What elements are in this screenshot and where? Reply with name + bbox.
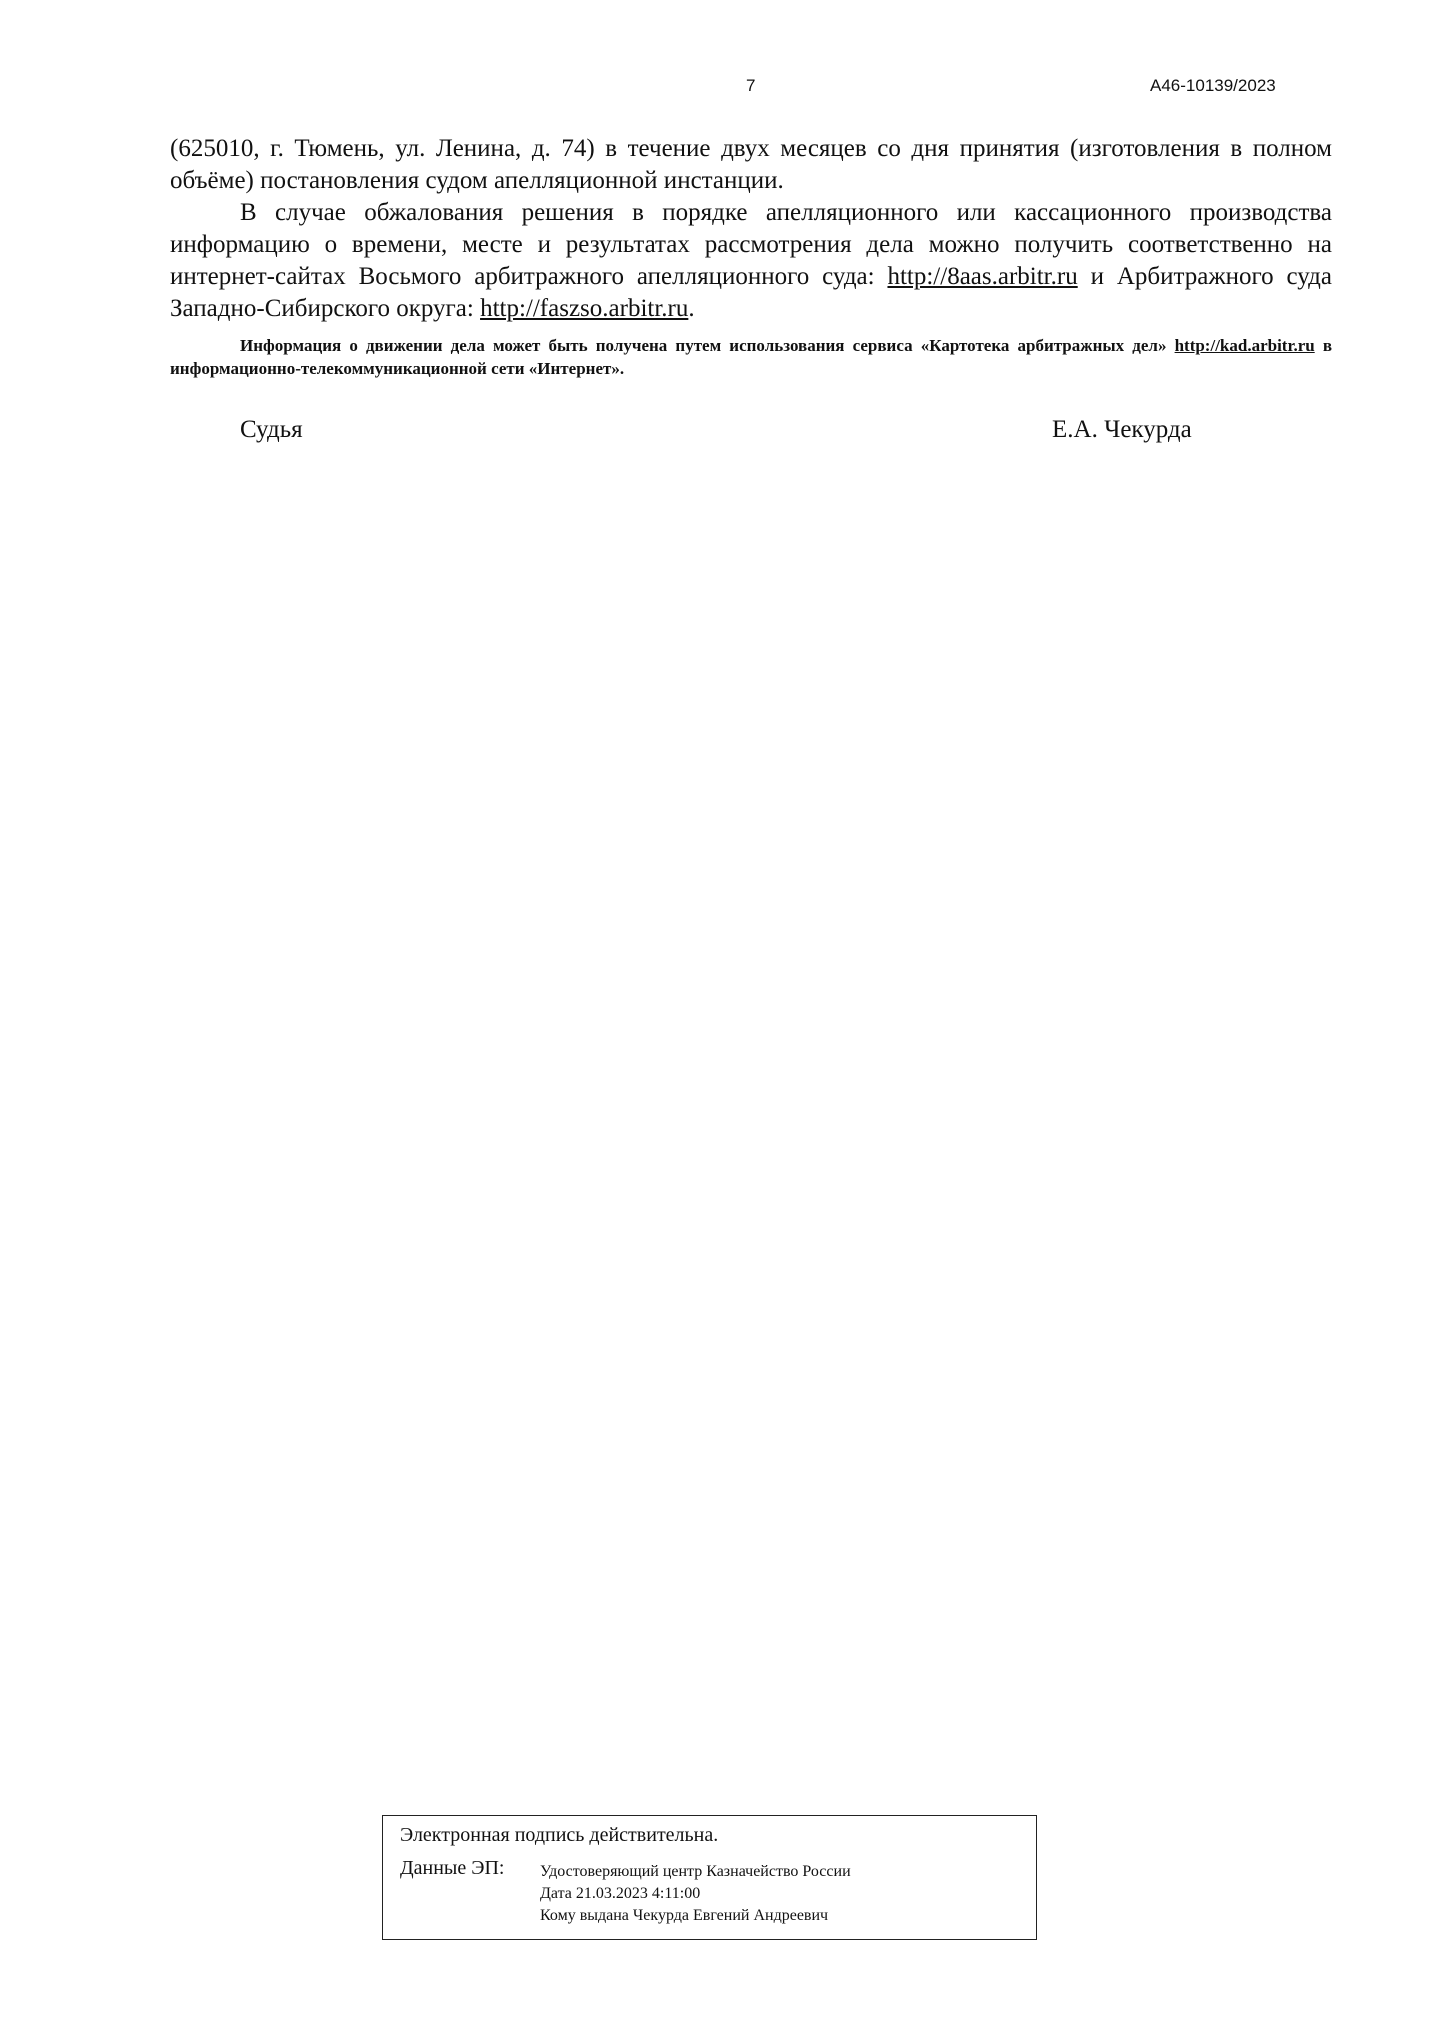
paragraph-appeal-info-end: . [688,295,695,322]
case-tracking-note-start: Информация о движении дела может быть получена путем использования сервиса «Картотека арбитражных дел» [240,336,1175,355]
case-number: А46-10139/2023 [1150,76,1276,95]
signature-issued-to: Кому выдана Чекурда Евгений Андреевич [540,1907,829,1924]
certificate-center: Удостоверяющий центр Казначейство России [540,1863,851,1880]
link-8aas[interactable]: http://8aas.arbitr.ru [887,263,1078,290]
signer-name: Е.А. Чекурда [1052,416,1192,443]
case-tracking-note [170,334,1332,380]
signature-valid-text: Электронная подпись действительна. [400,1824,719,1846]
signature-data-label: Данные ЭП: [400,1857,505,1879]
electronic-signature-stamp [382,1815,1037,1940]
signature-date: Дата 21.03.2023 4:11:00 [540,1885,701,1902]
paragraph-appeal-info-middle: и Арбитражного суда Западно-Сибирского округа: [170,263,1332,322]
link-faszso[interactable]: http://faszso.arbitr.ru [480,295,689,322]
paragraph-appeal-info-start: В случае обжалования решения в порядке апелляционного или кассационного производства информацию о времени, месте и результатах рассмотрения дела можно получить соответственно на интернет-сайтах Восьмого арбитражного апелляционного суда: [170,199,1332,290]
case-tracking-note-end: в информационно-телекоммуникационной сети «Интернет». [170,336,1332,378]
page-number: 7 [746,76,756,95]
signature-details [540,1861,851,1927]
document-body [170,133,1332,325]
paragraph-appeal-deadline: (625010, г. Тюмень, ул. Ленина, д. 74) в течение двух месяцев со дня принятия (изготовления в полном объёме) постановления судом апелляционной инстанции. [170,135,1332,194]
link-kad[interactable]: http://kad.arbitr.ru [1174,336,1315,355]
signer-role: Судья [240,416,303,443]
paragraph-appeal-info [170,197,1332,325]
